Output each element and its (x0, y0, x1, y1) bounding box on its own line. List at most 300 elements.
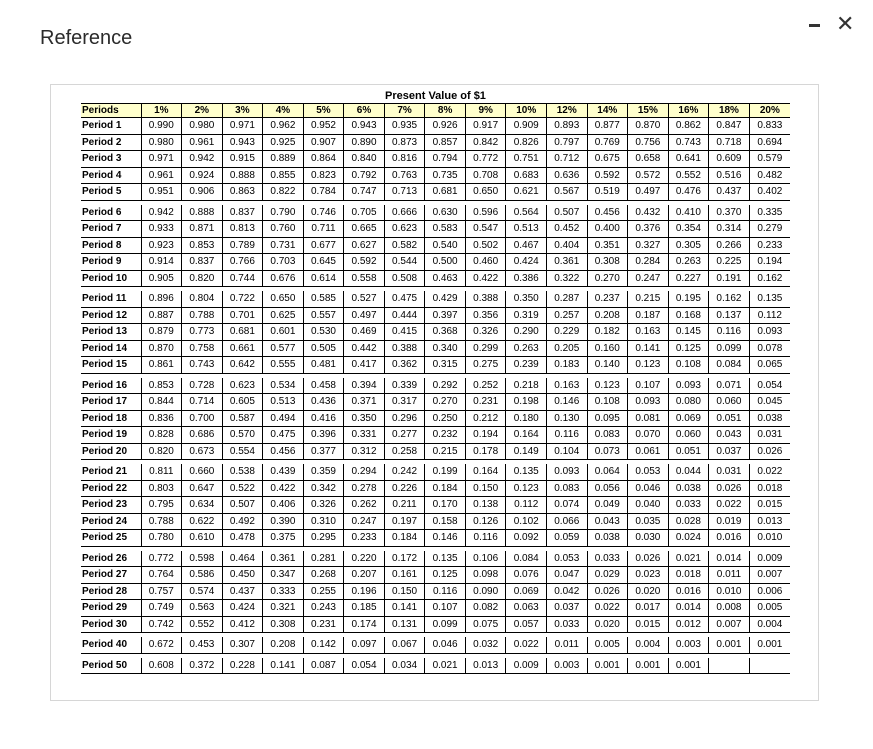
pv-value-cell: 0.757 (141, 583, 182, 600)
table-row (81, 497, 790, 514)
pv-value-cell: 0.268 (303, 567, 344, 584)
table-row (81, 583, 790, 600)
pv-value-cell: 0.011 (546, 637, 587, 653)
pv-value-cell: 0.917 (465, 118, 506, 135)
pv-value-cell: 0.711 (303, 221, 344, 238)
pv-value-cell: 0.650 (263, 291, 304, 307)
pv-value-cell: 0.452 (546, 221, 587, 238)
pv-value-cell: 0.026 (709, 480, 750, 497)
pv-value-cell: 0.160 (587, 340, 628, 357)
pv-value-cell: 0.038 (587, 530, 628, 547)
pv-value-cell: 0.281 (303, 551, 344, 567)
pv-value-cell: 0.701 (222, 307, 263, 324)
pv-value-cell: 0.172 (384, 551, 425, 567)
pv-value-cell: 0.150 (384, 583, 425, 600)
pv-value-cell: 0.009 (506, 658, 547, 674)
pv-value-cell: 0.453 (182, 637, 223, 653)
column-header-rate: 6% (344, 104, 385, 118)
pv-value-cell: 0.923 (141, 237, 182, 254)
table-row (81, 118, 790, 135)
pv-value-cell: 0.150 (465, 480, 506, 497)
period-label: Period 18 (82, 412, 128, 424)
pv-value-cell: 0.672 (141, 637, 182, 653)
column-header-rate: 7% (384, 104, 425, 118)
pv-value-cell: 0.361 (546, 254, 587, 271)
pv-value-cell: 0.074 (546, 497, 587, 514)
pv-value-cell: 0.404 (546, 237, 587, 254)
pv-value-cell: 0.035 (628, 513, 669, 530)
pv-value-cell: 0.123 (587, 378, 628, 394)
pv-value-cell: 0.574 (182, 583, 223, 600)
pv-value-cell: 0.347 (263, 567, 304, 584)
pv-value-cell: 0.032 (465, 637, 506, 653)
pv-value-cell: 0.051 (709, 410, 750, 427)
pv-value-cell: 0.123 (506, 480, 547, 497)
pv-value-cell: 0.686 (182, 427, 223, 444)
pv-value-cell: 0.397 (425, 307, 466, 324)
pv-value-cell: 0.024 (668, 530, 709, 547)
pv-value-cell: 0.275 (465, 357, 506, 374)
pv-value-cell: 0.028 (668, 513, 709, 530)
pv-value-cell: 0.555 (263, 357, 304, 374)
pv-value-cell: 0.003 (668, 637, 709, 653)
pv-value-cell: 0.773 (182, 324, 223, 341)
pv-value-cell: 0.069 (668, 410, 709, 427)
pv-value-cell: 0.030 (628, 530, 669, 547)
pv-value-cell: 0.933 (141, 221, 182, 238)
pv-value-cell: 0.795 (141, 497, 182, 514)
pv-value-cell: 0.583 (425, 221, 466, 238)
pv-value-cell: 0.126 (465, 513, 506, 530)
pv-value-cell: 0.331 (344, 427, 385, 444)
table-row (81, 237, 790, 254)
pv-value-cell: 0.863 (222, 184, 263, 201)
pv-value-cell: 0.820 (182, 270, 223, 287)
pv-value-cell: 0.376 (628, 221, 669, 238)
table-row (81, 600, 790, 617)
pv-value-cell: 0.342 (303, 480, 344, 497)
pv-value-cell: 0.416 (303, 410, 344, 427)
pv-value-cell: 0.354 (668, 221, 709, 238)
pv-value-cell: 0.683 (506, 167, 547, 184)
pv-value-cell: 0.006 (749, 583, 790, 600)
pv-value-cell: 0.890 (344, 134, 385, 151)
pv-value-cell: 0.087 (303, 658, 344, 674)
period-label: Period 26 (82, 552, 128, 564)
pv-value-cell: 0.507 (222, 497, 263, 514)
pv-value-cell: 0.093 (668, 378, 709, 394)
pv-value-cell: 0.463 (425, 270, 466, 287)
pv-value-cell: 0.804 (182, 291, 223, 307)
pv-value-cell: 0.784 (303, 184, 344, 201)
dialog-title: Reference (40, 27, 133, 49)
pv-value-cell: 0.319 (506, 307, 547, 324)
pv-value-cell: 0.714 (182, 394, 223, 411)
pv-value-cell: 0.141 (384, 600, 425, 617)
pv-value-cell: 0.099 (425, 616, 466, 633)
pv-value-cell: 0.228 (222, 658, 263, 674)
pv-value-cell: 0.317 (384, 394, 425, 411)
pv-value-cell: 0.371 (344, 394, 385, 411)
table-row (81, 205, 790, 221)
period-label: Period 4 (82, 169, 122, 181)
pv-value-cell: 0.586 (182, 567, 223, 584)
pv-value-cell: 0.066 (546, 513, 587, 530)
pv-value-cell: 0.505 (303, 340, 344, 357)
pv-value-cell: 0.400 (587, 221, 628, 238)
pv-value-cell: 0.853 (141, 378, 182, 394)
pv-value-cell: 0.893 (546, 118, 587, 135)
pv-value-cell: 0.026 (587, 583, 628, 600)
pv-value-cell: 0.196 (344, 583, 385, 600)
pv-value-cell: 0.016 (668, 583, 709, 600)
pv-value-cell: 0.772 (141, 551, 182, 567)
pv-value-cell: 0.429 (425, 291, 466, 307)
pv-value-cell: 0.665 (344, 221, 385, 238)
period-label: Period 17 (82, 396, 128, 408)
pv-value-cell: 0.641 (668, 151, 709, 168)
pv-value-cell: 0.469 (344, 324, 385, 341)
pv-value-cell: 0.333 (263, 583, 304, 600)
pv-value-cell: 0.011 (709, 567, 750, 584)
pv-value-cell: 0.803 (141, 480, 182, 497)
period-label: Period 24 (82, 515, 128, 527)
pv-value-cell: 0.519 (587, 184, 628, 201)
pv-value-cell: 0.563 (182, 600, 223, 617)
pv-value-cell: 0.215 (628, 291, 669, 307)
pv-value-cell: 0.308 (587, 254, 628, 271)
pv-value-cell: 0.424 (506, 254, 547, 271)
column-header-rate: 3% (222, 104, 263, 118)
pv-value-cell: 0.534 (263, 378, 304, 394)
period-label: Period 11 (82, 293, 127, 305)
pv-value-cell: 0.388 (465, 291, 506, 307)
pv-value-cell: 0.053 (628, 464, 669, 480)
pv-value-cell: 0.554 (222, 443, 263, 460)
pv-value-cell: 0.424 (222, 600, 263, 617)
pv-value-cell: 0.475 (384, 291, 425, 307)
pv-value-cell: 0.388 (384, 340, 425, 357)
column-header-rate: 10% (506, 104, 547, 118)
pv-value-cell: 0.112 (506, 497, 547, 514)
pv-value-cell: 0.308 (263, 616, 304, 633)
pv-value-cell: 0.016 (709, 530, 750, 547)
pv-value-cell: 0.106 (465, 551, 506, 567)
pv-value-cell: 0.630 (425, 205, 466, 221)
pv-value-cell: 0.813 (222, 221, 263, 238)
pv-value-cell: 0.712 (546, 151, 587, 168)
pv-value-cell: 0.212 (465, 410, 506, 427)
pv-value-cell: 0.231 (465, 394, 506, 411)
pv-value-cell: 0.746 (303, 205, 344, 221)
pv-value-cell: 0.942 (141, 205, 182, 221)
pv-value-cell: 0.971 (141, 151, 182, 168)
pv-value-cell: 0.980 (141, 134, 182, 151)
pv-value-cell: 0.195 (668, 291, 709, 307)
pv-value-cell: 0.296 (384, 410, 425, 427)
pv-value-cell: 0.417 (344, 357, 385, 374)
pv-value-cell: 0.439 (263, 464, 304, 480)
pv-value-cell: 0.149 (506, 443, 547, 460)
present-value-table-container (81, 89, 790, 674)
pv-value-cell: 0.284 (628, 254, 669, 271)
pv-value-cell: 0.481 (303, 357, 344, 374)
pv-value-cell: 0.621 (506, 184, 547, 201)
pv-value-cell: 0.183 (546, 357, 587, 374)
pv-value-cell: 0.905 (141, 270, 182, 287)
pv-value-cell: 0.718 (709, 134, 750, 151)
pv-value-cell: 0.015 (628, 616, 669, 633)
table-caption: Present Value of $1 (385, 90, 486, 102)
pv-value-cell: 0.053 (546, 551, 587, 567)
pv-value-cell: 0.001 (587, 658, 628, 674)
pv-value-cell: 0.170 (425, 497, 466, 514)
pv-value-cell: 0.020 (628, 583, 669, 600)
pv-value-cell: 0.456 (263, 443, 304, 460)
pv-value-cell: 0.494 (263, 410, 304, 427)
pv-value-cell: 0.351 (587, 237, 628, 254)
pv-value-cell: 0.307 (222, 637, 263, 653)
pv-value-cell: 0.312 (344, 443, 385, 460)
pv-value-cell: 0.104 (546, 443, 587, 460)
pv-value-cell: 0.040 (628, 497, 669, 514)
pv-value-cell: 0.080 (668, 394, 709, 411)
column-header-rate: 15% (628, 104, 669, 118)
pv-value-cell: 0.233 (344, 530, 385, 547)
pv-value-cell: 0.422 (465, 270, 506, 287)
pv-value-cell: 0.047 (546, 567, 587, 584)
pv-value-cell: 0.909 (506, 118, 547, 135)
period-label: Period 30 (82, 618, 128, 630)
pv-value-cell: 0.422 (263, 480, 304, 497)
pv-value-cell: 0.290 (506, 324, 547, 341)
pv-value-cell: 0.508 (384, 270, 425, 287)
pv-value-cell: 0.943 (222, 134, 263, 151)
pv-value-cell: 0.021 (668, 551, 709, 567)
pv-value-cell: 0.437 (709, 184, 750, 201)
pv-value-cell: 0.263 (668, 254, 709, 271)
pv-value-cell: 0.014 (668, 600, 709, 617)
pv-value-cell: 0.218 (506, 378, 547, 394)
period-label: Period 2 (82, 136, 122, 148)
pv-value-cell: 0.247 (628, 270, 669, 287)
pv-value-cell: 0.642 (222, 357, 263, 374)
period-label: Period 27 (82, 569, 128, 581)
pv-value-cell: 0.146 (546, 394, 587, 411)
table-row (81, 291, 790, 307)
pv-value-cell: 0.258 (384, 443, 425, 460)
pv-value-cell: 0.694 (749, 134, 790, 151)
pv-value-cell: 0.287 (546, 291, 587, 307)
pv-value-cell: 0.314 (709, 221, 750, 238)
pv-value-cell: 0.789 (222, 237, 263, 254)
pv-value-cell: 0.076 (506, 567, 547, 584)
pv-value-cell: 0.544 (384, 254, 425, 271)
pv-value-cell: 0.064 (587, 464, 628, 480)
pv-value-cell: 0.005 (587, 637, 628, 653)
pv-value-cell: 0.758 (182, 340, 223, 357)
pv-value-cell: 0.112 (749, 307, 790, 324)
pv-value-cell: 0.577 (263, 340, 304, 357)
period-label: Period 19 (82, 429, 128, 441)
pv-value-cell: 0.054 (344, 658, 385, 674)
pv-value-cell: 0.001 (668, 658, 709, 674)
pv-value-cell: 0.026 (749, 443, 790, 460)
pv-value-cell: 0.279 (749, 221, 790, 238)
pv-value-cell: 0.141 (263, 658, 304, 674)
column-header-rate: 16% (668, 104, 709, 118)
pv-value-cell: 0.162 (749, 270, 790, 287)
pv-value-cell: 0.888 (182, 205, 223, 221)
pv-value-cell: 0.116 (425, 583, 466, 600)
pv-value-cell: 0.158 (425, 513, 466, 530)
pv-value-cell: 0.092 (506, 530, 547, 547)
pv-value-cell: 0.184 (425, 480, 466, 497)
pv-value-cell: 0.168 (668, 307, 709, 324)
pv-value-cell: 0.043 (709, 427, 750, 444)
pv-value-cell: 0.713 (384, 184, 425, 201)
column-header-periods: Periods (81, 104, 141, 118)
pv-value-cell: 0.020 (587, 616, 628, 633)
pv-value-cell: 0.116 (465, 530, 506, 547)
pv-value-cell: 0.022 (506, 637, 547, 653)
pv-value-cell: 0.102 (506, 513, 547, 530)
pv-value-cell: 0.458 (303, 378, 344, 394)
pv-value-cell: 0.361 (263, 551, 304, 567)
pv-value-cell: 0.001 (628, 658, 669, 674)
pv-value-cell: 0.820 (141, 443, 182, 460)
pv-value-cell: 0.061 (628, 443, 669, 460)
period-label: Period 14 (82, 342, 128, 354)
pv-value-cell: 0.788 (182, 307, 223, 324)
period-label: Period 50 (82, 659, 128, 671)
pv-value-cell: 0.198 (506, 394, 547, 411)
pv-value-cell: 0.500 (425, 254, 466, 271)
column-header-rate: 4% (263, 104, 304, 118)
pv-value-cell: 0.266 (709, 237, 750, 254)
pv-value-cell: 0.731 (263, 237, 304, 254)
pv-value-cell: 0.197 (384, 513, 425, 530)
pv-value-cell: 0.971 (222, 118, 263, 135)
pv-value-cell: 0.614 (303, 270, 344, 287)
pv-value-cell: 0.605 (222, 394, 263, 411)
pv-value-cell: 0.410 (668, 205, 709, 221)
pv-value-cell: 0.255 (303, 583, 344, 600)
pv-value-cell: 0.747 (344, 184, 385, 201)
table-row (81, 378, 790, 394)
pv-value-cell: 0.675 (587, 151, 628, 168)
pv-value-cell: 0.792 (344, 167, 385, 184)
pv-value-cell: 0.042 (546, 583, 587, 600)
present-value-table (81, 103, 790, 674)
pv-value-cell: 0.208 (587, 307, 628, 324)
column-header-rate: 9% (465, 104, 506, 118)
pv-value-cell: 0.914 (141, 254, 182, 271)
pv-value-cell: 0.756 (628, 134, 669, 151)
minimize-button[interactable] (806, 16, 824, 32)
pv-value-cell: 0.570 (222, 427, 263, 444)
pv-value-cell: 0.935 (384, 118, 425, 135)
pv-value-cell: 0.242 (384, 464, 425, 480)
pv-value-cell: 0.033 (546, 616, 587, 633)
column-header-rate: 2% (182, 104, 223, 118)
pv-value-cell: 0.018 (668, 567, 709, 584)
pv-value-cell: 0.769 (587, 134, 628, 151)
pv-value-cell: 0.045 (749, 394, 790, 411)
table-row (81, 151, 790, 168)
period-label: Period 12 (82, 309, 128, 321)
pv-value-cell: 0.743 (668, 134, 709, 151)
pv-value-cell: 0.257 (546, 307, 587, 324)
pv-value-cell: 0.377 (303, 443, 344, 460)
pv-value-cell: 0.194 (465, 427, 506, 444)
close-button[interactable]: ✕ (836, 11, 855, 36)
pv-value-cell: 0.681 (425, 184, 466, 201)
pv-value-cell (749, 658, 790, 674)
period-label: Period 6 (82, 206, 122, 218)
pv-value-cell: 0.138 (465, 497, 506, 514)
pv-value-cell: 0.788 (141, 513, 182, 530)
pv-value-cell: 0.060 (709, 394, 750, 411)
pv-value-cell: 0.943 (344, 118, 385, 135)
pv-value-cell: 0.107 (628, 378, 669, 394)
pv-value-cell: 0.394 (344, 378, 385, 394)
pv-value-cell: 0.083 (546, 480, 587, 497)
pv-value-cell: 0.081 (628, 410, 669, 427)
pv-value-cell: 0.844 (141, 394, 182, 411)
pv-value-cell: 0.587 (222, 410, 263, 427)
pv-value-cell: 0.666 (384, 205, 425, 221)
pv-value-cell: 0.530 (303, 324, 344, 341)
pv-value-cell: 0.098 (465, 567, 506, 584)
pv-value-cell: 0.372 (182, 658, 223, 674)
period-label: Period 7 (82, 223, 122, 235)
pv-value-cell: 0.078 (749, 340, 790, 357)
pv-value-cell: 0.926 (425, 118, 466, 135)
pv-value-cell: 0.442 (344, 340, 385, 357)
pv-value-cell: 0.780 (141, 530, 182, 547)
pv-value-cell: 0.031 (709, 464, 750, 480)
pv-value-cell: 0.722 (222, 291, 263, 307)
table-row (81, 616, 790, 633)
period-label: Period 29 (82, 602, 128, 614)
pv-value-cell: 0.888 (222, 167, 263, 184)
pv-value-cell: 0.636 (546, 167, 587, 184)
pv-value-cell: 0.012 (668, 616, 709, 633)
table-row (81, 254, 790, 271)
pv-value-cell: 0.572 (628, 167, 669, 184)
pv-value-cell: 0.059 (546, 530, 587, 547)
pv-value-cell: 0.743 (182, 357, 223, 374)
pv-value-cell: 0.794 (425, 151, 466, 168)
pv-value-cell: 0.370 (709, 205, 750, 221)
pv-value-cell: 0.728 (182, 378, 223, 394)
pv-value-cell: 0.952 (303, 118, 344, 135)
pv-value-cell: 0.226 (384, 480, 425, 497)
pv-value-cell: 0.270 (425, 394, 466, 411)
pv-value-cell: 0.225 (709, 254, 750, 271)
pv-value-cell: 0.456 (587, 205, 628, 221)
pv-value-cell: 0.961 (182, 134, 223, 151)
pv-value-cell: 0.305 (668, 237, 709, 254)
pv-value-cell: 0.406 (263, 497, 304, 514)
pv-value-cell: 0.681 (222, 324, 263, 341)
pv-value-cell: 0.073 (587, 443, 628, 460)
pv-value-cell: 0.634 (182, 497, 223, 514)
pv-value-cell: 0.579 (749, 151, 790, 168)
pv-value-cell: 0.444 (384, 307, 425, 324)
pv-value-cell: 0.057 (506, 616, 547, 633)
